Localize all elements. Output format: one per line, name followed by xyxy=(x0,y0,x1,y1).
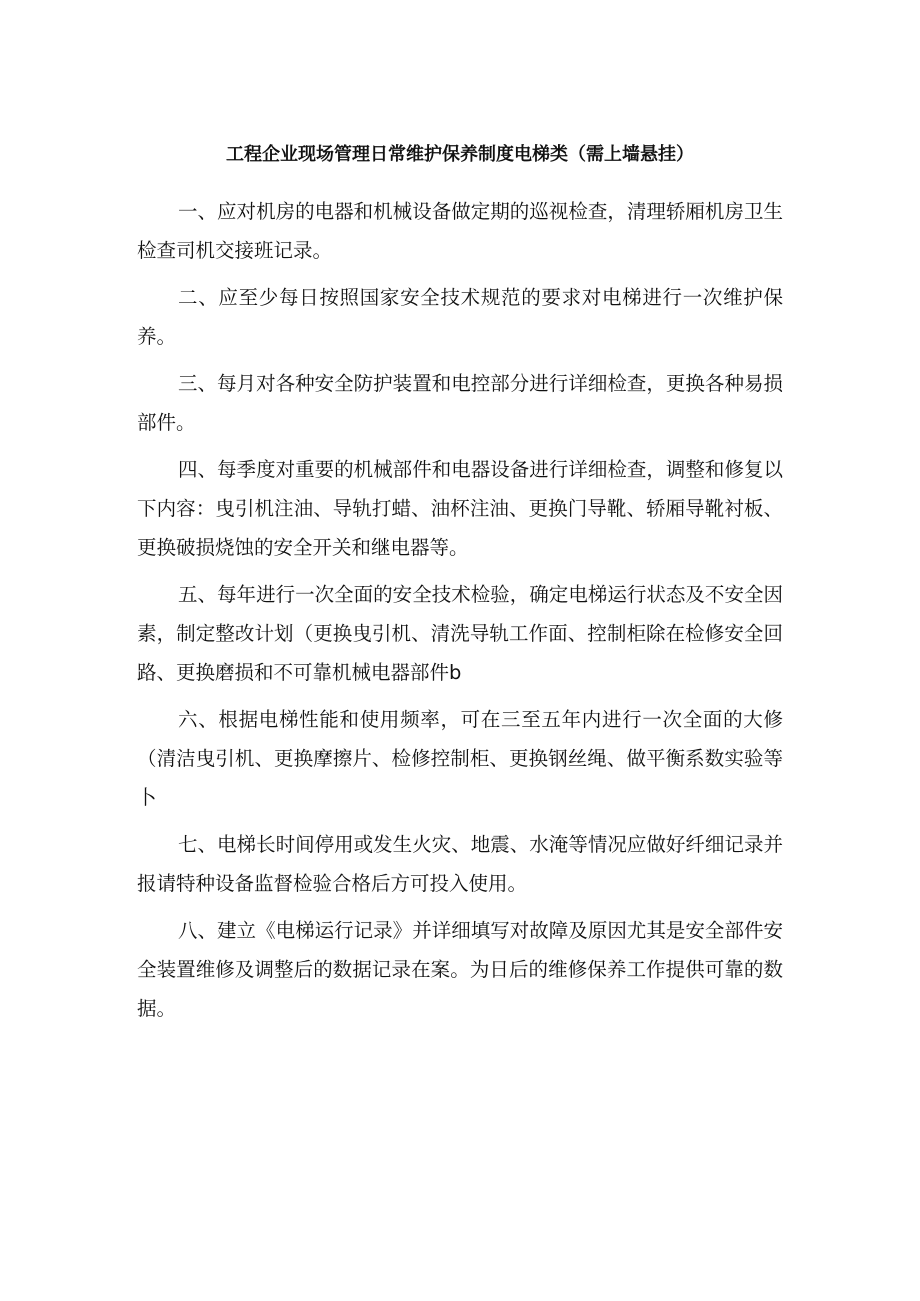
paragraph-3: 三、每月对各种安全防护装置和电控部分进行详细检查，更换各种易损部件。 xyxy=(137,372,783,434)
paragraph-7: 七、电梯长时间停用或发生火灾、地震、水淹等情况应做好纤细记录并报请特种设备监督检验合格后方可投入使用。 xyxy=(137,833,783,895)
paragraph-8: 八、建立《电梯运行记录》并详细填写对故障及原因尤其是安全部件安全装置维修及调整后的数据记录在案。为日后的维修保养工作提供可靠的数据。 xyxy=(137,919,783,1020)
paragraph-1: 一、应对机房的电器和机械设备做定期的巡视检查，清理轿厢机房卫生检查司机交接班记录。 xyxy=(137,200,783,262)
paragraph-4: 四、每季度对重要的机械部件和电器设备进行详细检查，调整和修复以下内容：曳引机注油、导轨打蜡、油杯注油、更换门导靴、轿厢导靴衬板、更换破损烧蚀的安全开关和继电器等。 xyxy=(137,458,783,559)
paragraph-5: 五、每年进行一次全面的安全技术检验，确定电梯运行状态及不安全因素，制定整改计划（更换曳引机、清洗导轨工作面、控制柜除在检修安全回路、更换磨损和不可靠机械电器部件b xyxy=(137,583,783,684)
paragraph-2: 二、应至少每日按照国家安全技术规范的要求对电梯进行一次维护保养。 xyxy=(137,286,783,348)
document-body xyxy=(137,192,783,1036)
paragraph-6: 六、根据电梯性能和使用频率，可在三至五年内进行一次全面的大修（清洁曳引机、更换摩擦片、检修控制柜、更换钢丝绳、做平衡系数实验等卜 xyxy=(137,708,783,809)
document-title: 工程企业现场管理日常维护保养制度电梯类（需上墙悬挂） xyxy=(226,144,694,165)
